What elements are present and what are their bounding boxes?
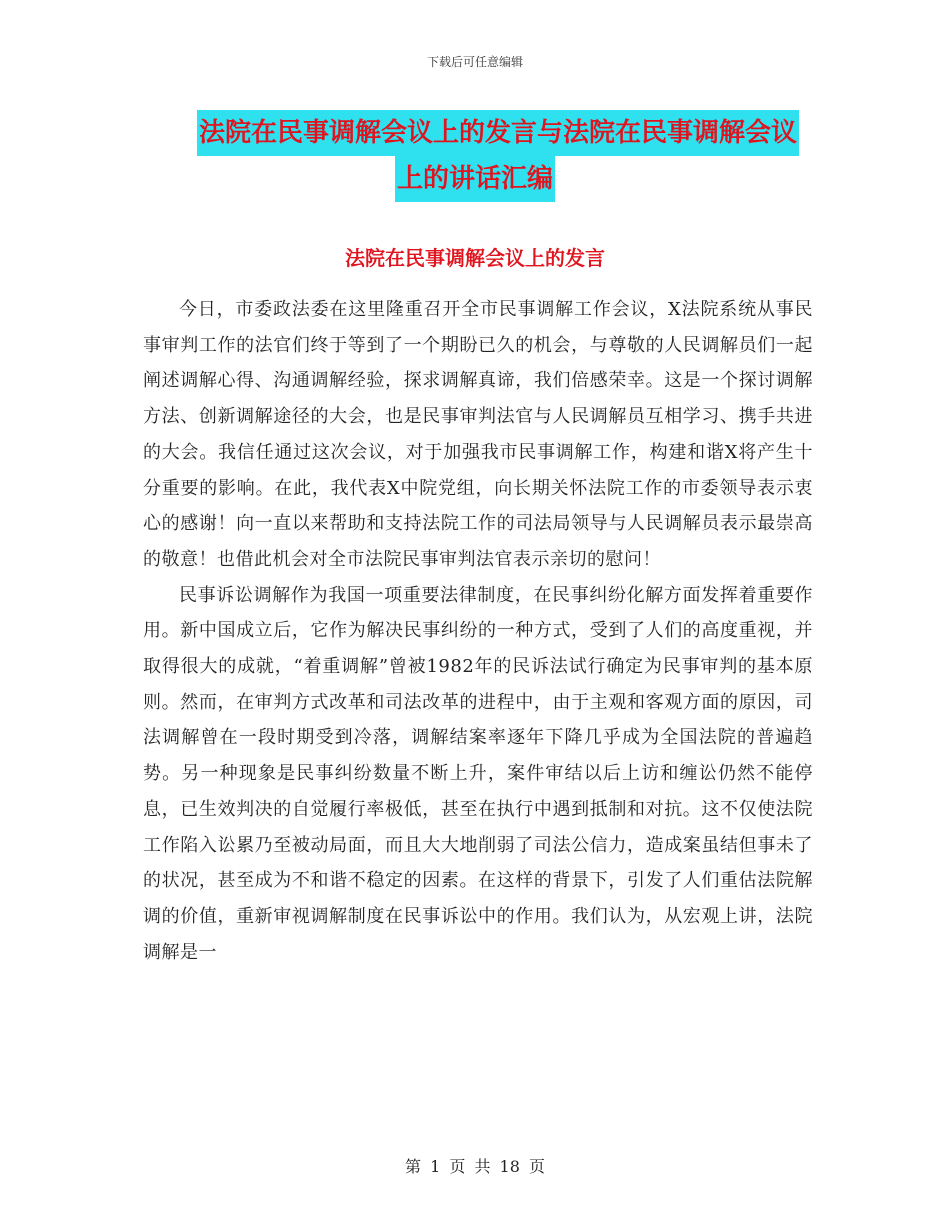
paragraph: 今日，市委政法委在这里隆重召开全市民事调解工作会议，X法院系统从事民事审判工作的法官们终于等到了一个期盼已久的机会，与尊敬的人民调解员们一起阐述调解心得、沟通调解经验，探求调解真谛，我们倍感荣幸。这是一个探讨调解方法、创新调解途径的大会，也是民事审判法官与人民调解员互相学习、携手共进的大会。我信任通过这次会议，对于加强我市民事调解工作，构建和谐X将产生十分重要的影响。在此，我代表X中院党组，向长期关怀法院工作的市委领导表示衷心的感谢！向一直以来帮助和支持法院工作的司法局领导与人民调解员表示最崇高的敬意！也借此机会对全市法院民事审判法官表示亲切的慰问！ <box>143 299 813 570</box>
document-title-line-1: 法院在民事调解会议上的发言与法院在民事调解会议 <box>197 110 799 156</box>
document-title <box>0 110 950 202</box>
section-title: 法院在民事调解会议上的发言 <box>345 246 605 270</box>
paragraph: 民事诉讼调解作为我国一项重要法律制度，在民事纠纷化解方面发挥着重要作用。新中国成立后，它作为解决民事纠纷的一种方式，受到了人们的高度重视，并取得很大的成就，“着重调解”曾被1982年的民诉法试行确定为民事审判的基本原则。然而，在审判方式改革和司法改革的进程中，由于主观和客观方面的原因，司法调解曾在一段时期受到冷落，调解结案率逐年下降几乎成为全国法院的普遍趋势。另一种现象是民事纠纷数量不断上升，案件审结以后上访和缠讼仍然不能停息，已生效判决的自觉履行率极低，甚至在执行中遇到抵制和对抗。这不仅使法院工作陷入讼累乃至被动局面，而且大大地削弱了司法公信力，造成案虽结但事未了的状况，甚至成为不和谐不稳定的因素。在这样的背景下，引发了人们重估法院解调的价值，重新审视调解制度在民事诉讼中的作用。我们认为，从宏观上讲，法院调解是一 <box>143 584 813 963</box>
body-text <box>143 292 813 970</box>
page-number-footer: 第 1 页 共 18 页 <box>405 1157 545 1176</box>
document-title-line-2: 上的讲话汇编 <box>395 156 555 202</box>
header-note: 下载后可任意编辑 <box>426 55 523 69</box>
